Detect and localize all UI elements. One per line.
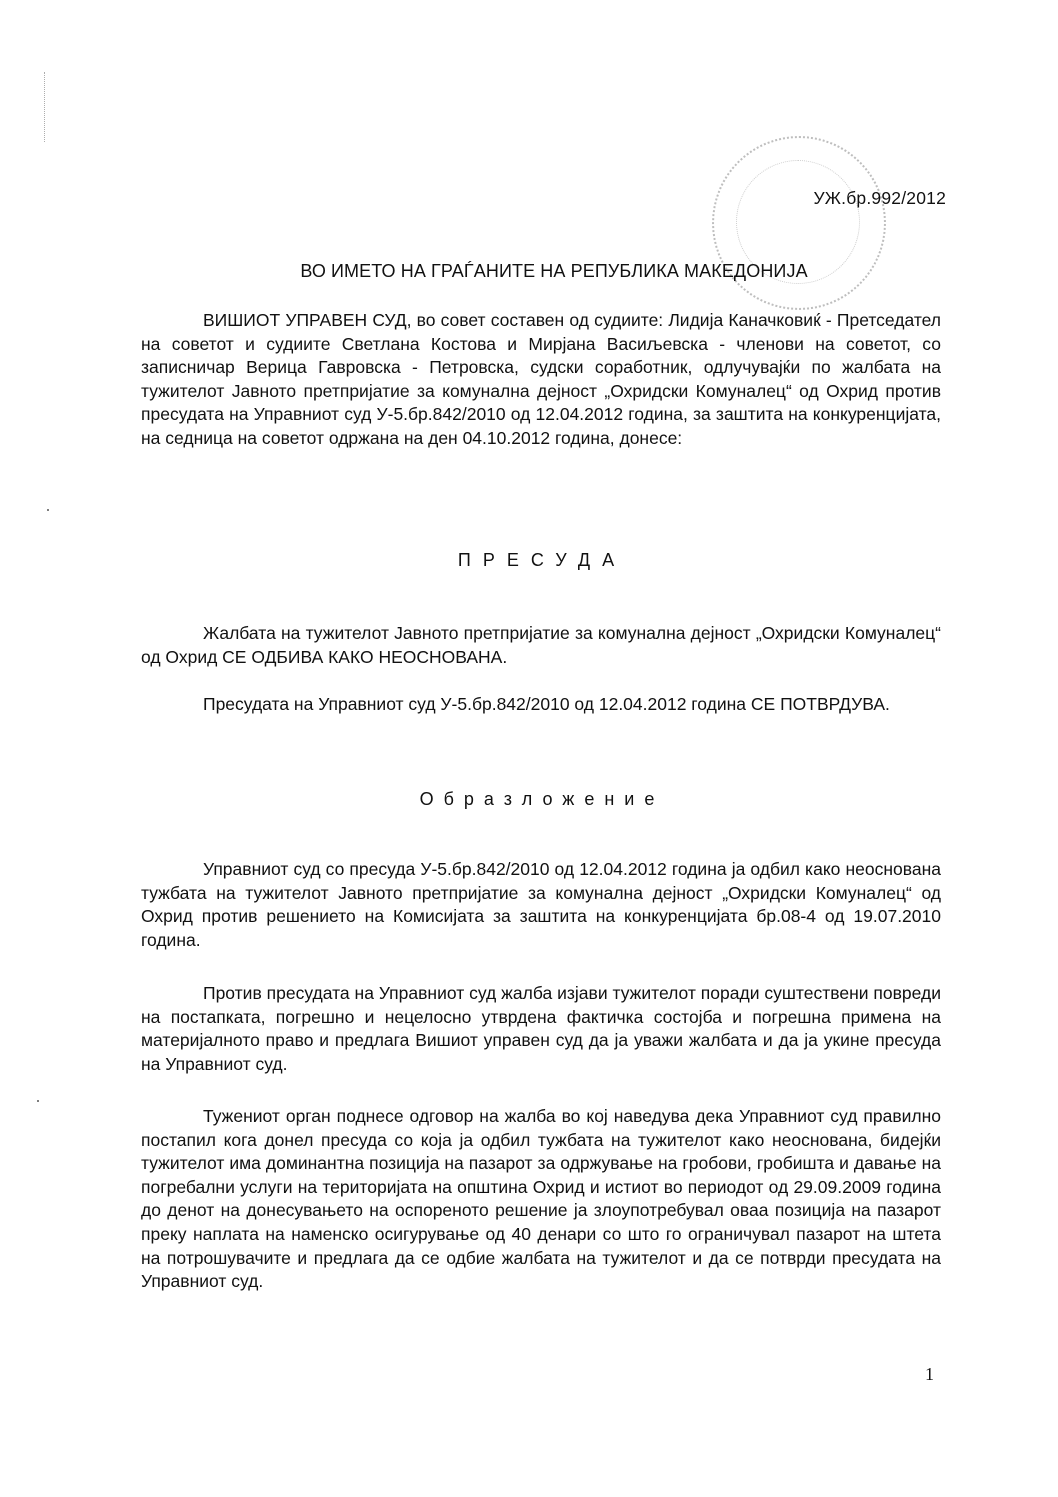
- page-number: 1: [925, 1364, 934, 1384]
- court-seal-stamp: [712, 136, 886, 310]
- reasoning-title: Образложение: [419, 789, 665, 809]
- case-number: УЖ.бр.992/2012: [813, 188, 946, 208]
- verdict-paragraph-1: Жалбата на тужителот Јавното претпријатие за комунална дејност „Охридски Комуналец“ од Охрид СЕ ОДБИВА КАКО НЕОСНОВАНА.: [141, 623, 941, 667]
- intro-paragraph: ВИШИОТ УПРАВЕН СУД, во совет составен од судиите: Лидија Каначковиќ - Претседател на советот и судиите Светлана Костова и Мирјана Васиљевска - членови на советот, со записничар Верица Гавровска - Петровска, судски соработник, одлучувајќи по жалбата на тужителот Јавното претпријатие за комунална дејност „Охридски Комуналец“ од Охрид против пресудата на Управниот суд У-5.бр.842/2010 од 12.04.2012 година, за заштита на конкуренцијата, на седница на советот одржана на ден 04.10.2012 година, донесе:: [141, 310, 941, 448]
- reasoning-paragraph-1: Управниот суд со пресуда У-5.бр.842/2010 од 12.04.2012 година ја одбил како неоснована тужбата на тужителот Јавното претпријатие за комунална дејност „Охридски Комуналец“ од Охрид против решението на Комисијата за заштита на конкуренцијата бр.08-4 од 19.07.2010 година.: [141, 859, 941, 950]
- verdict-title: ПРЕСУДА: [457, 550, 627, 570]
- reasoning-paragraph-3: Тужениот орган поднесе одговор на жалба во кој наведува дека Управниот суд правилно постапил кога донел пресуда со која ја одбил тужбата на тужителот како неоснована, бидејќи тужителот има доминантна позиција на пазарот за одржување на гробови, гробишта и давање на погребални услуги на територијата на општина Охрид и истиот во периодот од 29.09.2009 година до денот на донесувањето на оспореното решение ја злоупотребувал оваа позиција на пазарот преку наплата на наменско осигурување од 40 денари со што го ограничувал пазарот на штета на потрошувачите и предлага да се одбие жалбата на тужителот и да се потврди пресудата на Управниот суд.: [141, 1106, 941, 1292]
- scan-speck: [37, 1100, 39, 1102]
- reasoning-paragraph-2: Против пресудата на Управниот суд жалба изјави тужителот поради суштествени повреди на постапката, погрешно и нецелосно утврдена фактичка состојба и погрешна примена на материјалното право и предлага Вишиот управен суд да ја уважи жалбата и да ја укине пресуда на Управниот суд.: [141, 983, 941, 1074]
- document-heading: ВО ИМЕТО НА ГРАЃАНИТЕ НА РЕПУБЛИКА МАКЕДОНИЈА: [300, 261, 808, 281]
- verdict-paragraph-2: Пресудата на Управниот суд У-5.бр.842/2010 од 12.04.2012 година СЕ ПОТВРДУВА.: [203, 694, 890, 714]
- scan-margin-marks: [44, 72, 57, 142]
- scan-speck: [47, 509, 49, 511]
